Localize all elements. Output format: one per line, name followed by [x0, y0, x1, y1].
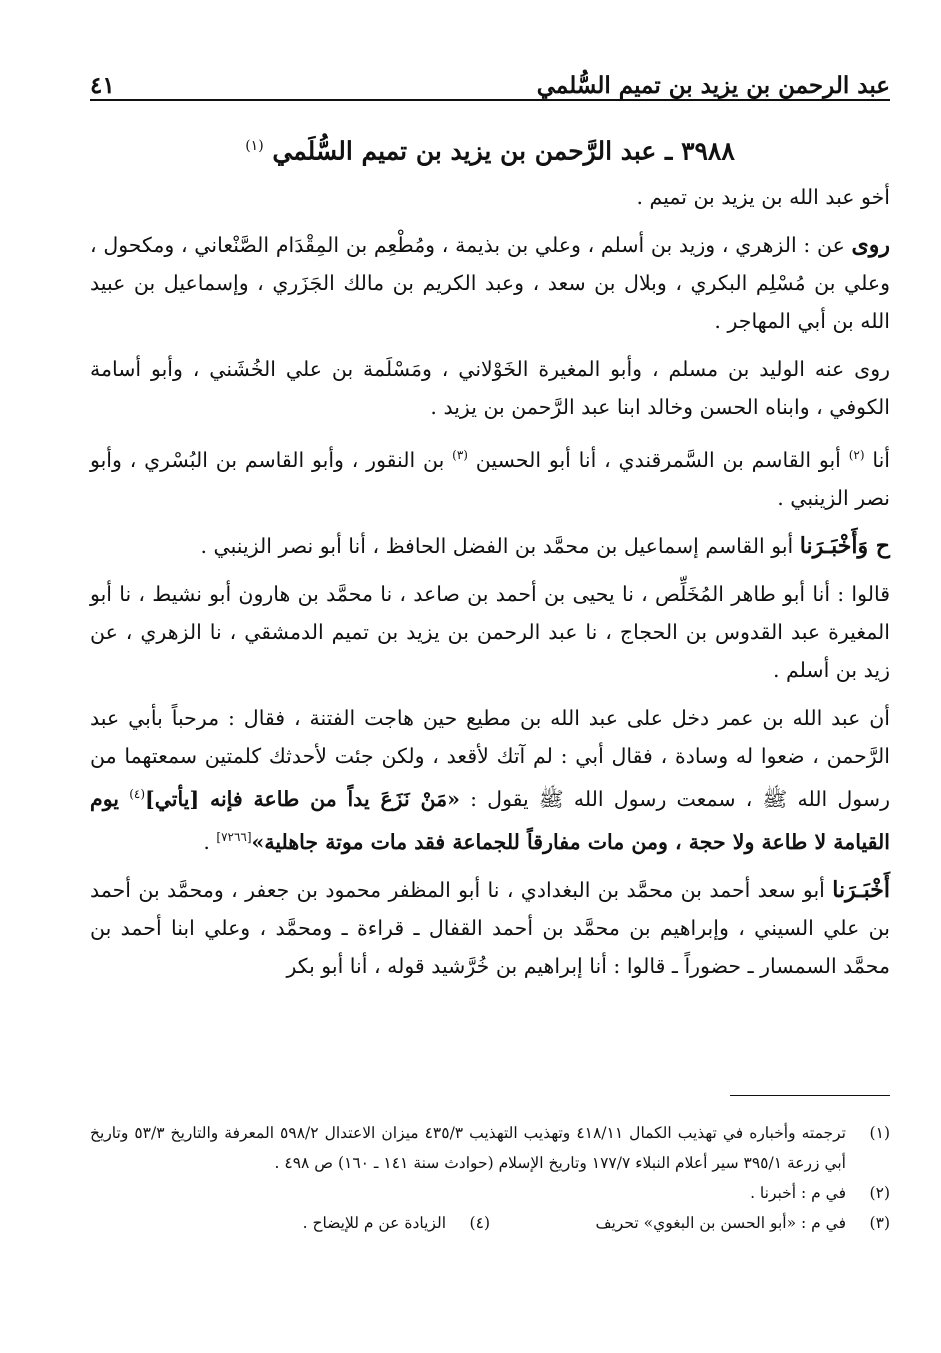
page	[90, 55, 890, 1232]
p7-footnote-ref-4: (٤)	[129, 787, 146, 802]
entry-title-text: ٣٩٨٨ ـ عبد الرَّحمن بن يزيد بن تميم السُّلَمي	[272, 136, 735, 166]
paragraph-3	[90, 350, 890, 426]
hadith-reference-number: [٧٢٦٦]	[216, 829, 252, 844]
paragraph-1	[90, 178, 890, 216]
p5-lead: ح وَأَخْبَـرَنا	[799, 533, 890, 560]
p7-end: .	[203, 829, 210, 854]
p2-text: عن : الزهري ، وزيد بن أسلم ، وعلي بن بذيمة ، ومُطْعِم بن المِقْدَام الصَّنْعاني ، ومكحول ، وعلي بن مُسْلِم البكري ، وبلال بن سعد ، وعبد الكريم بن مالك الجَزَري ، وإسماعيل بن عبيد الله بن أبي المهاجر .	[90, 233, 890, 334]
p5-text: أبو القاسم إسماعيل بن محمَّد بن الفضل الحافظ ، أنا أبو نصر الزينبي .	[200, 534, 794, 559]
footnote-text: ترجمته وأخباره في تهذيب الكمال ٤١٨/١١ وتهذيب التهذيب ٤٣٥/٣ ميزان الاعتدال ٥٩٨/٢ المعرفة والتاريخ ٥٣/٣ وتاريخ أبي زرعة ٣٩٥/١ سير أعلام النبلاء ١٧٧/٧ وتاريخ الإسلام (حوادث سنة ١٤١ ـ ١٦٠) ص ٤٩٨ .	[90, 1124, 846, 1172]
footnote-2	[90, 1178, 890, 1208]
paragraph-7	[90, 699, 890, 861]
p4-footnote-ref-2: (٢)	[848, 448, 865, 463]
p4-text-b: أبو القاسم بن السَّمرقندي ، أنا أبو الحسين	[475, 448, 841, 473]
footnote-number: (٢)	[869, 1184, 890, 1202]
paragraph-2	[90, 226, 890, 340]
p1-text: أخو عبد الله بن يزيد بن تميم .	[636, 185, 890, 210]
paragraph-4	[90, 436, 890, 517]
footnote-4	[90, 1208, 490, 1238]
running-header	[90, 55, 890, 101]
p8-lead: أَخْبَـرَنا	[832, 876, 890, 903]
footnote-text: في م : أخبرنا .	[750, 1184, 846, 1202]
footnote-number: (١)	[869, 1124, 890, 1142]
footnote-text: في م : «أبو الحسن بن البغوي» تحريف	[595, 1214, 846, 1232]
hadith-text-b: يوم القيامة لا طاعة ولا حجة ، ومن مات مفارقاً للجماعة فقد مات موتة جاهلية»	[90, 786, 890, 854]
p4-footnote-ref-3: (٣)	[452, 448, 468, 463]
page-number: ٤١	[90, 72, 115, 99]
paragraph-6	[90, 575, 890, 689]
footnote-row	[90, 1208, 890, 1238]
p8-text: أبو سعد أحمد بن محمَّد بن البغدادي ، نا أبو المظفر محمود بن جعفر ، ومحمَّد بن أحمد بن علي السيني ، وإبراهيم بن محمَّد بن أحمد القفال ـ قراءة ـ ومحمَّد ، وعلي ابنا أحمد بن محمَّد السمسار ـ حضوراً ـ قالوا : أنا إبراهيم بن خُرَّشيد قوله ، أنا أبو بكر	[90, 877, 890, 978]
p4-text-c: بن النقور ، وأبو القاسم بن البُسْري ، وأبو نصر الزينبي .	[90, 448, 890, 511]
footnotes	[90, 1118, 890, 1238]
footnote-divider	[730, 1095, 890, 1096]
entry-title	[90, 127, 890, 170]
p2-lead: روى	[851, 232, 890, 259]
paragraph-8	[90, 871, 890, 985]
p6-text: قالوا : أنا أبو طاهر المُخَلِّص ، نا يحيى بن أحمد بن صاعد ، نا محمَّد بن هارون أبو نشيط ، نا أبو المغيرة عبد القدوس بن الحجاج ، نا عبد الرحمن بن يزيد بن تميم الدمشقي ، نا الزهري ، عن زيد بن أسلم .	[90, 582, 890, 683]
p4-text-a: أنا	[872, 448, 890, 473]
footnote-text: الزيادة عن م للإيضاح .	[302, 1214, 446, 1232]
entry-title-footnote-ref: (١)	[245, 138, 264, 154]
p7-text: أن عبد الله بن عمر دخل على عبد الله بن مطيع حين هاجت الفتنة ، فقال : مرحباً بأبي عبد الرَّحمن ، ضعوا له وسادة ، فقال أبي : لم آتك لأقعد ، ولكن جئت لأحدثك كلمتين سمعتهما من رسول الله ﷺ ، سمعت رسول الله ﷺ يقول :	[90, 706, 890, 811]
running-title: عبد الرحمن بن يزيد بن تميم السُّلمي	[536, 72, 890, 99]
hadith-text-a: «مَنْ نَزَعَ يداً من طاعة فإنه [يأتي]	[145, 786, 460, 811]
footnote-3	[490, 1208, 890, 1238]
footnote-number: (٣)	[869, 1214, 890, 1232]
paragraph-5	[90, 527, 890, 565]
footnote-1	[90, 1118, 890, 1178]
p3-text: روى عنه الوليد بن مسلم ، وأبو المغيرة الخَوْلاني ، ومَسْلَمة بن علي الخُشَني ، وأبو أسامة الكوفي ، وابناه الحسن وخالد ابنا عبد الرَّحمن بن يزيد .	[90, 357, 890, 420]
footnote-number: (٤)	[469, 1214, 490, 1232]
